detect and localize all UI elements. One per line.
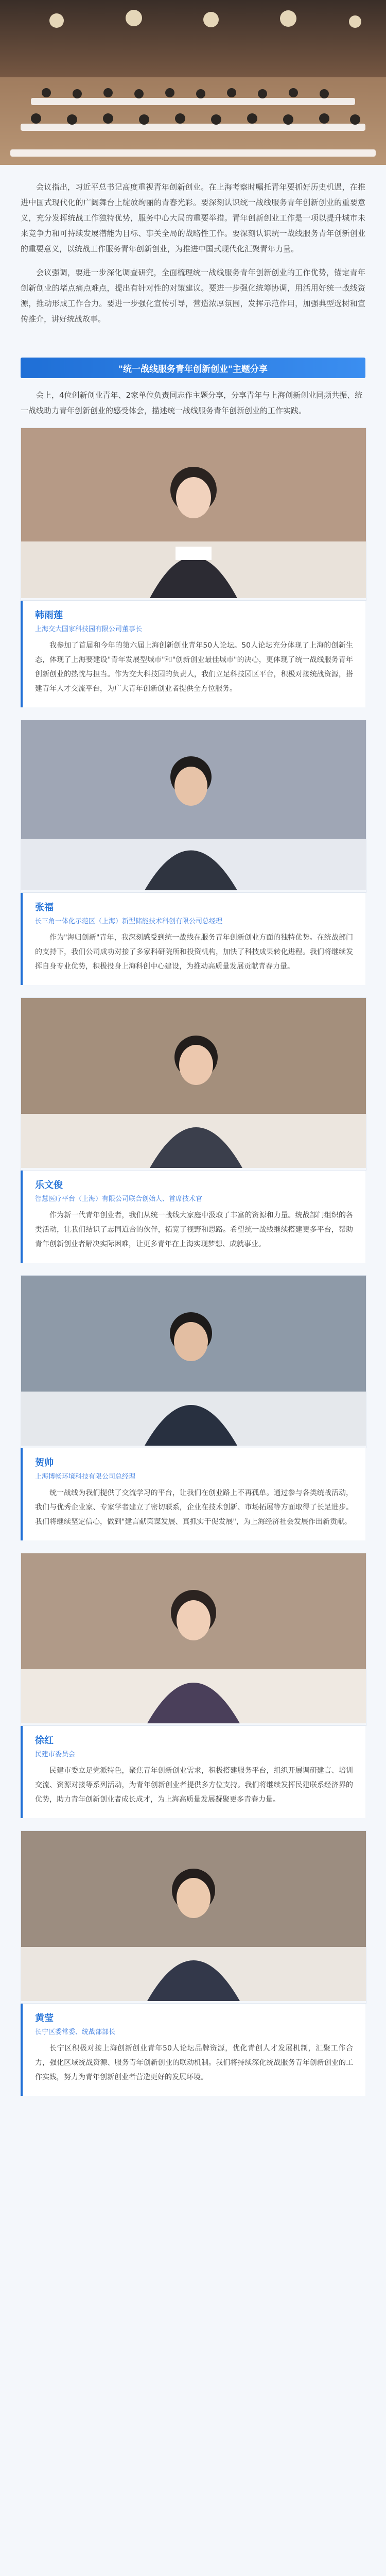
intro-text xyxy=(0,165,386,347)
speaker-card xyxy=(21,1448,365,1540)
speaker-statement: 民建市委立足党派特色，聚焦青年创新创业需求，积极搭建服务平台，组织开展调研建言、培训交流、资源对接等系列活动，为青年创新创业者提供多方位支持。我们将继续发挥民建联系经济界的优势，助力青年创新创业者成长成才，为上海高质量发展凝聚更多青春力量。 xyxy=(35,1767,353,1804)
speaker-statement: 作为"海归创新"青年，我深刻感受到统一战线在服务青年创新创业方面的独特优势。在统战部门的支持下，我们公司成功对接了多家科研院所和投资机构，加快了科技成果转化进程。我们将继续发挥自身专业优势，积极投身上海科创中心建设，为推动高质量发展贡献青春力量。 xyxy=(35,934,353,971)
speaker-title: 上海交大国家科技园有限公司董事长 xyxy=(35,625,143,633)
intro-paragraph-1: 会议指出，习近平总书记高度重视青年创新创业。在上海考察时嘱托青年要抓好历史机遇，在推进中国式现代化的广阔舞台上绽放绚丽的青春光彩。要深刻认识统一战线服务青年创新创业的重要意义，充分发挥统战工作独特优势，服务中心大局的重要举措。青年创新创业工作是一项以提升城市未来竞争力和可持续发展潜能为目标、事关全局的战略性工作。要深刻认识统一战线服务青年创新创业的重要意义，以统战工作服务青年创新创业，为推进中国式现代化汇聚青年力量。 xyxy=(21,182,365,253)
speaker-name: 张福 xyxy=(35,902,54,913)
speaker-card xyxy=(21,1171,365,1263)
speaker-card xyxy=(21,601,365,707)
speaker-title: 智慧医疗平台（上海）有限公司联合创始人、首席技术官 xyxy=(35,1195,203,1203)
speaker-photo xyxy=(21,1275,366,1448)
speaker-title: 民建市委员会 xyxy=(35,1751,76,1758)
speaker-name: 韩雨莲 xyxy=(35,610,63,621)
speaker-name: 乐文俊 xyxy=(35,1180,63,1191)
speaker-statement: 统一战线为我们提供了交流学习的平台，让我们在创业路上不再孤单。通过参与各类统战活动，我们与优秀企业家、专家学者建立了密切联系，企业在技术创新、市场拓展等方面取得了长足进步。我们将继续坚定信心，做到"建言献策谋发展、真抓实干促发展"，为上海经济社会发展作出新贡献。 xyxy=(35,1489,353,1526)
intro-paragraph-2: 会议强调，要进一步深化调查研究，全面梳理统一战线服务青年创新创业的工作优势，锚定青年创新创业的堵点痛点难点，提出有针对性的对策建议。要进一步强化统筹协调，用活用好统一战线资源，推动形成工作合力。要进一步强化宣传引导，营造浓厚氛围，发挥示范作用，加强典型选树和宣传推介，讲好统战故事。 xyxy=(21,268,365,324)
speaker-card xyxy=(21,2004,365,2096)
speaker-card xyxy=(21,1726,365,1818)
speaker-statement: 作为新一代青年创业者，我们从统一战线大家庭中汲取了丰富的资源和力量。统战部门组织的各类活动，让我们结识了志同道合的伙伴，拓宽了视野和思路。希望统一战线继续搭建更多平台，帮助青年创新创业者解决实际困难，让更多青年在上海实现梦想、成就事业。 xyxy=(35,1211,353,1248)
speaker-photo xyxy=(21,1553,366,1726)
speaker-photo xyxy=(21,720,366,893)
conference-hall-photo xyxy=(0,0,386,165)
speaker-title: 长宁区委常委、统战部部长 xyxy=(35,2028,116,2036)
speaker-name: 贺帅 xyxy=(35,1458,54,1468)
speaker-photo xyxy=(21,997,366,1171)
speaker-photo xyxy=(21,428,366,601)
speaker-card xyxy=(21,893,365,985)
section-banner: "统一战线服务青年创新创业"主题分享 xyxy=(21,358,365,378)
section-intro: 会上，4位创新创业青年、2家单位负责同志作主题分享，分享青年与上海创新创业同频共振、统一战线助力青年创新创业的感受体会，描述统一战线服务青年创新创业的工作实践。 xyxy=(21,391,363,415)
speaker-name: 徐红 xyxy=(35,1735,54,1746)
speaker-statement: 长宁区积极对接上海创新创业青年50人论坛品牌资源，优化青创人才发展机制，汇聚工作合力，强化区域统战资源、服务青年创新创业的联动机制。我们将持续深化统战服务青年创新创业的工作实践，努力为青年创新创业者营造更好的发展环境。 xyxy=(35,2044,353,2081)
speaker-statement: 我参加了首届和今年的第六届上海创新创业青年50人论坛。50人论坛充分体现了上海的创新生态，体现了上海要建设"青年发展型城市"和"创新创业最佳城市"的决心，更体现了统一战线服务青年创新创业的热忱与担当。作为交大科技园的负责人，我们立足科技园区平台，积极对接统战资源，搭建青年人才交流平台，为广大青年创新创业者提供全方位服务。 xyxy=(35,641,353,693)
speaker-name: 黄莹 xyxy=(35,2013,54,2024)
speaker-title: 长三角一体化示范区（上海）新型储能技术科创有限公司总经理 xyxy=(35,918,223,925)
speaker-title: 上海博畅环境科技有限公司总经理 xyxy=(35,1473,136,1481)
speaker-photo xyxy=(21,1831,366,2004)
